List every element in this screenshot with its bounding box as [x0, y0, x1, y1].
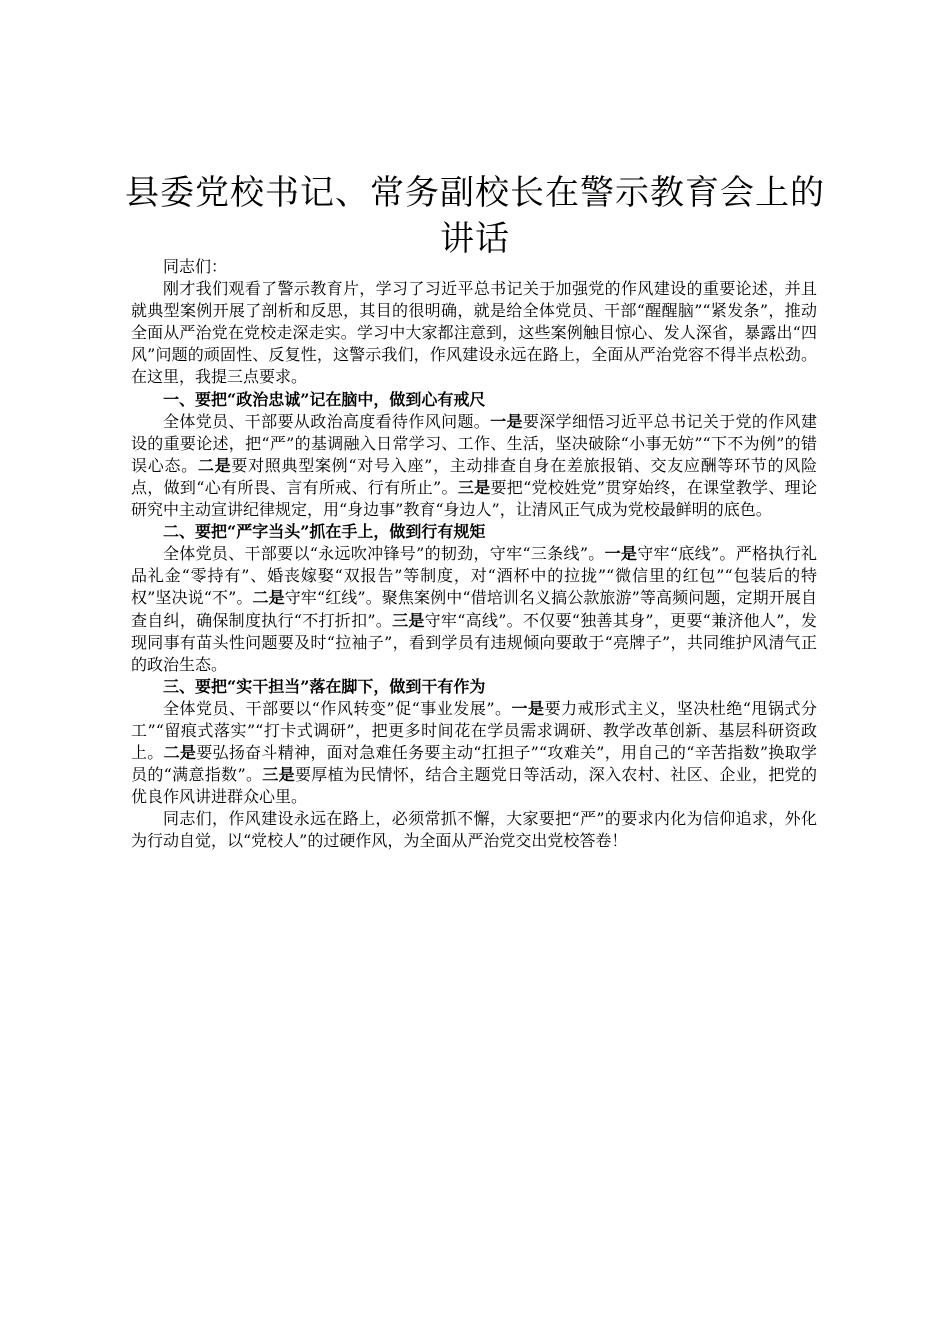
section-1-text-a: 全体党员、干部要从政治高度看待作风问题。 — [163, 411, 491, 431]
section-1-heading: 一、要把“政治忠诚”记在脑中，做到心有戒尺 — [163, 389, 486, 409]
section-2-text-d: 守牢“高线”。不仅要“独善其身”，更要“兼济他人”，发现同事有苗头性问题要及时“拉袖子”，看到学员有违规倾向要敢于“亮牌子”，共同维护风清气正的政治生态。 — [131, 610, 817, 674]
section-1-keyword-2: 二是 — [197, 455, 232, 475]
section-3-text-c: 要弘扬奋斗精神，面对急难任务要主动“扛担子”“攻难关”，用自己的“辛苦指数”换取学员的“满意指数”。 — [131, 743, 817, 785]
section-3-keyword-1: 一是 — [511, 698, 545, 718]
section-3-text-b: 要力戒形式主义，坚决杜绝“甩锅式分工”“留痕式落实”“打卡式调研”，把更多时间花在学员需求调研、教学改革创新、基层科研资政上。 — [131, 698, 817, 763]
closing-paragraph: 同志们，作风建设永远在路上，必须常抓不懈，大家要把“严”的要求内化为信仰追求，外化为行动自觉，以“党校人”的过硬作风，为全面从严治党交出党校答卷！ — [131, 809, 817, 851]
section-2-keyword-3: 三是 — [392, 610, 425, 630]
section-3-text-d: 要厚植为民情怀，结合主题党日等活动，深入农村、社区、企业，把党的优良作风讲进群众心里。 — [131, 765, 817, 807]
section-2-text-c: 守牢“红线”。聚焦案例中“借培训名义搞公款旅游”等高频问题，定期开展自查自纠，确保制度执行“不打折扣”。 — [131, 588, 817, 630]
section-1-text-d: 要把“党校姓党”贯穿始终，在课堂教学、理论研究中主动宣讲纪律规定，用“身边事”教育“身边人”，让清风正气成为党校最鲜明的底色。 — [131, 477, 817, 520]
section-1-keyword-1: 一是 — [490, 411, 523, 431]
section-3-keyword-3: 三是 — [262, 765, 295, 785]
section-2-keyword-2: 二是 — [252, 588, 285, 608]
section-2-heading: 二、要把“严字当头”抓在手上，做到行有规矩 — [163, 522, 486, 542]
intro-paragraph: 刚才我们观看了警示教育片，学习了习近平总书记关于加强党的作风建设的重要论述，并且就典型案例开展了剖析和反思，其目的很明确，就是给全体党员、干部“醒醒脑”“紧发条”，推动全面从严治党在党校走深走实。学习中大家都注意到，这些案例触目惊心、发人深省，暴露出“四风”问题的顽固性、反复性，这警示我们，作风建设永远在路上，全面从严治党容不得半点松劲。在这里，我提三点要求。 — [131, 279, 817, 387]
section-3-text-a: 全体党员、干部要以“作风转变”促“事业发展”。 — [163, 698, 512, 718]
section-1-paragraph — [131, 411, 817, 521]
section-2-text-b: 守牢“底线”。严格执行礼品礼金“零持有”、婚丧嫁娶“双报告”等制度，对“酒杯中的拉拢”“微信里的红包”“包装后的特权”坚决说“不”。 — [131, 544, 817, 608]
section-3-keyword-2: 二是 — [163, 743, 197, 763]
section-3-heading: 三、要把“实干担当”落在脚下，做到干有作为 — [163, 676, 486, 696]
section-2-keyword-1: 一是 — [604, 544, 638, 564]
section-2-text-a: 全体党员、干部要以“永远吹冲锋号”的韧劲，守牢“三条线”。 — [163, 544, 605, 564]
section-1-text-b: 要深学细悟习近平总书记关于党的作风建设的重要论述，把“严”的基调融入日常学习、工作、生活，坚决破除“小事无妨”“下不为例”的错误心态。 — [131, 411, 817, 475]
salutation: 同志们： — [163, 257, 228, 276]
section-1-keyword-3: 三是 — [457, 477, 491, 497]
section-1-text-c: 要对照典型案例“对号入座”，主动排查自身在差旅报销、交友应酬等环节的风险点，做到“心有所畏、言有所戒、行有所止”。 — [131, 455, 817, 497]
section-3-paragraph — [131, 698, 817, 808]
section-2-paragraph — [131, 543, 817, 676]
document-body — [131, 256, 817, 853]
document-title: 县委党校书记、常务副校长在警示教育会上的讲话 — [125, 173, 825, 259]
